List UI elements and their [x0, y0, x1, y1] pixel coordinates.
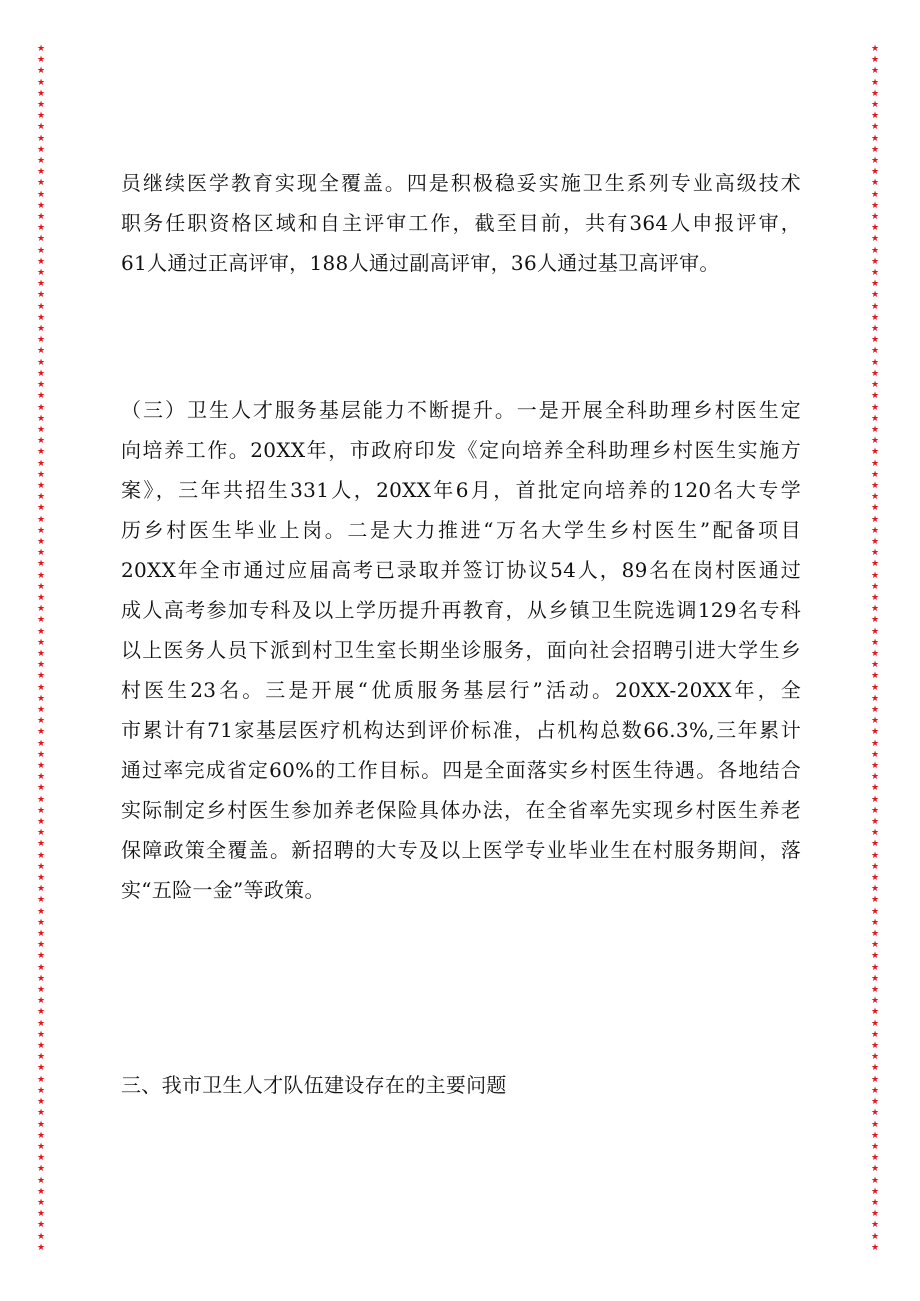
paragraph-line: 保障政策全覆盖。新招聘的大专及以上医学专业毕业生在村服务期间，落: [121, 838, 801, 862]
paragraph-line: （三）卫生人才服务基层能力不断提升。一是开展全科助理乡村医生定: [121, 398, 801, 422]
paragraph-line: 案》，三年共招生331人，20XX年6月，首批定向培养的120名大专学: [121, 478, 801, 502]
paragraph-line: 以上医务人员下派到村卫生室长期坐诊服务，面向社会招聘引进大学生乡: [121, 638, 801, 662]
paragraph-line: 成人高考参加专科及以上学历提升再教育，从乡镇卫生院选调129名专科: [121, 598, 801, 622]
paragraph-line: 市累计有71家基层医疗机构达到评价标准，占机构总数66.3%,三年累计: [121, 718, 801, 742]
star-border-left: ★ ★ ★ ★ ★ ★ ★ ★ ★ ★ ★ ★ ★ ★ ★ ★ ★ ★ ★ ★ ★ ★ ★ ★ ★ ★ ★ ★ ★ ★ ★ ★ ★ ★ ★ ★ ★ ★ ★ ★ ★ ★ ★ ★ ★ ★ ★ ★ ★ ★ ★ ★ ★ ★ ★ ★ ★ ★ ★ ★ ★ ★ ★ ★ ★ ★ ★ ★ ★ ★ ★ ★ ★ ★ ★ ★ ★ ★ ★ ★ ★ ★ ★ ★ ★ ★ ★ ★ ★ ★ ★ ★ ★ ★ ★ ★ ★ ★ ★ ★ ★ ★ ★ ★ ★ ★ ★ ★: [36, 44, 46, 1253]
paragraph-line: 20XX年全市通过应届高考已录取并签订协议54人，89名在岗村医通过: [121, 558, 801, 582]
paragraph-section-three: [121, 390, 801, 910]
paragraph-line: 历乡村医生毕业上岗。二是大力推进“万名大学生乡村医生”配备项目: [121, 518, 801, 542]
paragraph-line: 向培养工作。20XX年，市政府印发《定向培养全科助理乡村医生实施方: [121, 438, 801, 462]
star-border-right: ★ ★ ★ ★ ★ ★ ★ ★ ★ ★ ★ ★ ★ ★ ★ ★ ★ ★ ★ ★ ★ ★ ★ ★ ★ ★ ★ ★ ★ ★ ★ ★ ★ ★ ★ ★ ★ ★ ★ ★ ★ ★ ★ ★ ★ ★ ★ ★ ★ ★ ★ ★ ★ ★ ★ ★ ★ ★ ★ ★ ★ ★ ★ ★ ★ ★ ★ ★ ★ ★ ★ ★ ★ ★ ★ ★ ★ ★ ★ ★ ★ ★ ★ ★ ★ ★ ★ ★ ★ ★ ★ ★ ★ ★ ★ ★ ★ ★ ★ ★ ★ ★ ★ ★ ★ ★ ★ ★: [870, 44, 880, 1253]
paragraph-line: 61人通过正高评审，188人通过副高评审，36人通过基卫高评审。: [121, 251, 720, 275]
paragraph-line: 实“五险一金”等政策。: [121, 878, 325, 902]
paragraph-continuation: [121, 163, 801, 283]
paragraph-line: 实际制定乡村医生参加养老保险具体办法，在全省率先实现乡村医生养老: [121, 798, 801, 822]
paragraph-line: 村医生23名。三是开展“优质服务基层行”活动。20XX-20XX年，全: [121, 678, 801, 702]
paragraph-line: 员继续医学教育实现全覆盖。四是积极稳妥实施卫生系列专业高级技术: [121, 171, 801, 195]
paragraph-line: 职务任职资格区域和自主评审工作，截至目前，共有364人申报评审，: [121, 211, 801, 235]
section-heading: 三、我市卫生人才队伍建设存在的主要问题: [121, 1073, 507, 1097]
paragraph-line: 通过率完成省定60%的工作目标。四是全面落实乡村医生待遇。各地结合: [121, 758, 801, 782]
